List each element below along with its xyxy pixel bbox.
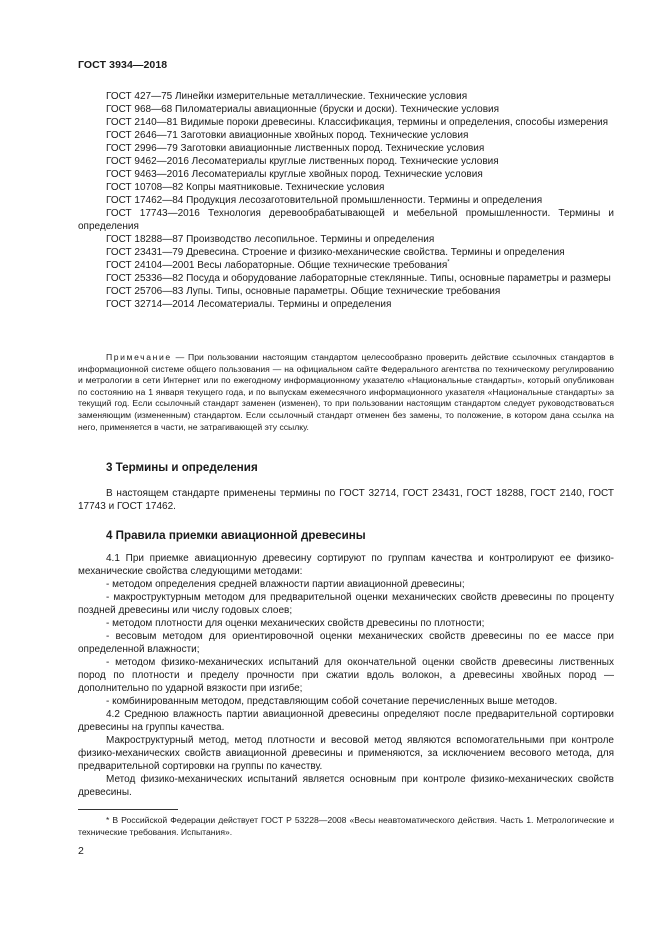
paragraph: Метод физико-механических испытаний является основным при контроле физико-механических свойств древесины. [78, 774, 614, 798]
reference-item: ГОСТ 10708—82 Копры маятниковые. Технические условия [106, 182, 385, 193]
reference-item: ГОСТ 17743—2016 Технология деревообрабатывающей и мебельной промышленности. Термины и определения [78, 208, 614, 232]
footnote-marker: * [447, 259, 450, 266]
page-number: 2 [78, 845, 84, 857]
normative-references-list [78, 90, 614, 311]
note-text: — При пользовании настоящим стандартом целесообразно проверить действие ссылочных стандартов в информационной системе общего пользования — на официальном сайте Федерального агентства по техническому регулированию и метрологии в сети Интернет или по ежегодному информационному указателю «Национальные стандарты», который опубликован по состоянию на 1 января текущего года, и по выпускам ежемесячного информационного указателя «Национальные стандарты» за текущий год. Если ссылочный стандарт заменен (изменен), то при пользовании настоящим стандартом следует руководствоваться заменяющим (измененным) стандартом. Если ссылочный стандарт отменен без замены, то положение, в котором дана ссылка на него, применяется в части, не затрагивающей эту ссылку. [78, 352, 614, 432]
list-item: - методом определения средней влажности партии авиационной древесины; [106, 579, 465, 590]
note-block [78, 352, 614, 433]
reference-item: ГОСТ 2646—71 Заготовки авиационные хвойных пород. Технические условия [106, 130, 469, 141]
note-label: Примечание [106, 352, 172, 362]
reference-item: ГОСТ 18288—87 Производство лесопильное. Термины и определения [106, 234, 435, 245]
reference-item: ГОСТ 9462—2016 Лесоматериалы круглые лиственных пород. Технические условия [106, 156, 499, 167]
reference-item: ГОСТ 2140—81 Видимые пороки древесины. Классификация, термины и определения, способы измерения [106, 117, 609, 128]
list-item: - комбинированным методом, представляющим собой сочетание перечисленных выше методов. [106, 696, 558, 707]
reference-item: ГОСТ 32714—2014 Лесоматериалы. Термины и определения [106, 299, 392, 310]
paragraph: 4.1 При приемке авиационную древесину сортируют по группам качества и контролируют ее физико-механические свойства следующими методами: [78, 553, 614, 577]
list-item: - методом физико-механических испытаний для окончательной оценки свойств древесины лиственных пород по плотности и пределу прочности при сжатии вдоль волокон, а древесины хвойных пород — дополнительно по ударной вязкости при изгибе; [78, 657, 614, 694]
reference-item: ГОСТ 17462—84 Продукция лесозаготовительной промышленности. Термины и определения [106, 195, 543, 206]
list-item: - макроструктурным методом для предварительной оценки механических свойств древесины по проценту поздней древесины или числу годовых слоев; [78, 592, 614, 616]
footnote-divider [78, 809, 178, 810]
reference-item [78, 259, 614, 272]
reference-item: ГОСТ 427—75 Линейки измерительные металлические. Технические условия [106, 91, 468, 102]
reference-item: ГОСТ 23431—79 Древесина. Строение и физико-механические свойства. Термины и определения [106, 247, 565, 258]
page-header: ГОСТ 3934—2018 [78, 59, 168, 71]
paragraph: 4.2 Среднюю влажность партии авиационной древесины определяют после предварительной сортировки древесины на группы качества. [78, 709, 614, 733]
list-item: - весовым методом для ориентировочной оценки механических свойств древесины по ее массе при определенной влажности; [78, 631, 614, 655]
section-3-text: В настоящем стандарте применены термины по ГОСТ 32714, ГОСТ 23431, ГОСТ 18288, ГОСТ 2140, ГОСТ 17743 и ГОСТ 17462. [78, 488, 614, 512]
reference-item: ГОСТ 25336—82 Посуда и оборудование лабораторные стеклянные. Типы, основные параметры и размеры [106, 273, 611, 284]
reference-item: ГОСТ 25706—83 Лупы. Типы, основные параметры. Общие технические требования [106, 286, 501, 297]
reference-text: ГОСТ 24104—2001 Весы лабораторные. Общие технические требования [106, 260, 448, 271]
section-4-body [78, 552, 614, 799]
reference-item: ГОСТ 2996—79 Заготовки авиационные лиственных пород. Технические условия [106, 143, 485, 154]
section-3-heading: 3 Термины и определения [106, 461, 258, 474]
reference-item: ГОСТ 968—68 Пиломатериалы авиационные (бруски и доски). Технические условия [106, 104, 500, 115]
footnote: * В Российской Федерации действует ГОСТ Р 53228—2008 «Весы неавтоматического действия. Часть 1. Метрологические и технические требования. Испытания». [78, 815, 614, 837]
paragraph: Макроструктурный метод, метод плотности и весовой метод являются вспомогательными при контроле физико-механических свойств авиационной древесины и применяются, за исключением весового метода, для предварительной сортировки на группы по качеству. [78, 735, 614, 772]
list-item: - методом плотности для оценки механических свойств древесины по плотности; [106, 618, 485, 629]
reference-item: ГОСТ 9463—2016 Лесоматериалы круглые хвойных пород. Технические условия [106, 169, 483, 180]
section-4-heading: 4 Правила приемки авиационной древесины [106, 529, 366, 542]
